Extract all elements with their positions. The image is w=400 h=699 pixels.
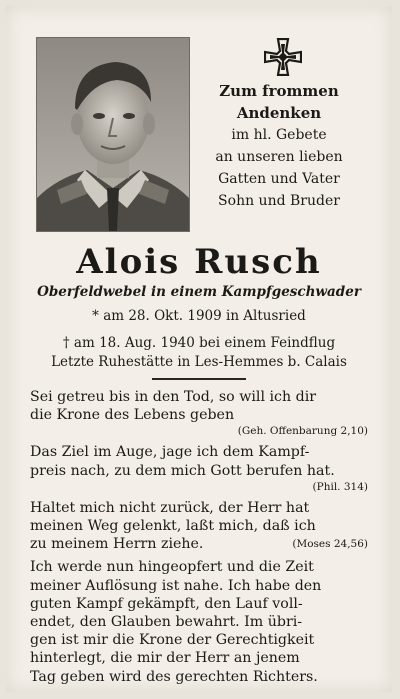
- deceased-name: Alois Rusch: [76, 242, 322, 282]
- memorial-card: [6, 6, 392, 692]
- verse: [30, 499, 368, 554]
- burial-place: Letzte Ruhestätte in Les-Hemmes b. Calais: [51, 354, 347, 370]
- verse-line: Tag geben wird des gerechten Richters.: [30, 668, 318, 685]
- verse: [30, 558, 368, 685]
- verse-line: Haltet mich nicht zurück, der Herr hat: [30, 499, 310, 516]
- verse-line: endet, den Glauben bewahrt. Im übri-: [30, 614, 303, 631]
- verse: [30, 388, 368, 438]
- dedication-line: Sohn und Bruder: [218, 193, 340, 209]
- verse-line: meinen Weg gelenkt, laßt mich, daß ich: [30, 518, 316, 535]
- dedication-line: Zum frommen: [219, 82, 339, 100]
- iron-cross-icon: [264, 38, 302, 76]
- verse-line: hinterlegt, die mir der Herr an jenem: [30, 650, 300, 667]
- verse-line-text: zu meinem Herrn ziehe.: [30, 536, 204, 553]
- divider-line: [152, 378, 246, 380]
- death-info: † am 18. Aug. 1940 bei einem Feindflug: [62, 335, 336, 351]
- verse-reference: (Phil. 314): [312, 480, 368, 493]
- dedication-line: im hl. Gebete: [231, 127, 327, 143]
- verse-line: meiner Auflösung ist nahe. Ich habe den: [30, 577, 322, 594]
- verse-line: preis nach, zu dem mich Gott berufen hat.: [30, 462, 335, 479]
- verse-line: Sei getreu bis in den Tod, so will ich dir: [30, 389, 317, 405]
- verse-reference: (Geh. Offenbarung 2,10): [237, 425, 368, 438]
- verse-reference: (Moses 24,56): [292, 538, 368, 551]
- dedication-line: Andenken: [236, 104, 322, 122]
- verse-line: gen ist mir die Krone der Gerechtigkeit: [30, 632, 315, 649]
- dedication-text: [189, 80, 369, 212]
- portrait-photo: [36, 37, 190, 232]
- birth-info: * am 28. Okt. 1909 in Altusried: [92, 308, 306, 324]
- scripture-verses: [30, 388, 368, 691]
- verse: [30, 443, 368, 493]
- verse-line: die Krone des Lebens geben: [30, 407, 235, 424]
- dedication-line: Gatten und Vater: [218, 171, 340, 187]
- verse-line: guten Kampf gekämpft, den Lauf voll-: [30, 595, 303, 612]
- verse-line: [30, 535, 368, 553]
- military-rank: Oberfeldwebel in einem Kampfgeschwader: [37, 284, 361, 300]
- verse-line: Ich werde nun hingeopfert und die Zeit: [30, 559, 314, 576]
- verse-line: Das Ziel im Auge, jage ich dem Kampf-: [30, 444, 310, 461]
- dedication-line: an unseren lieben: [215, 149, 343, 165]
